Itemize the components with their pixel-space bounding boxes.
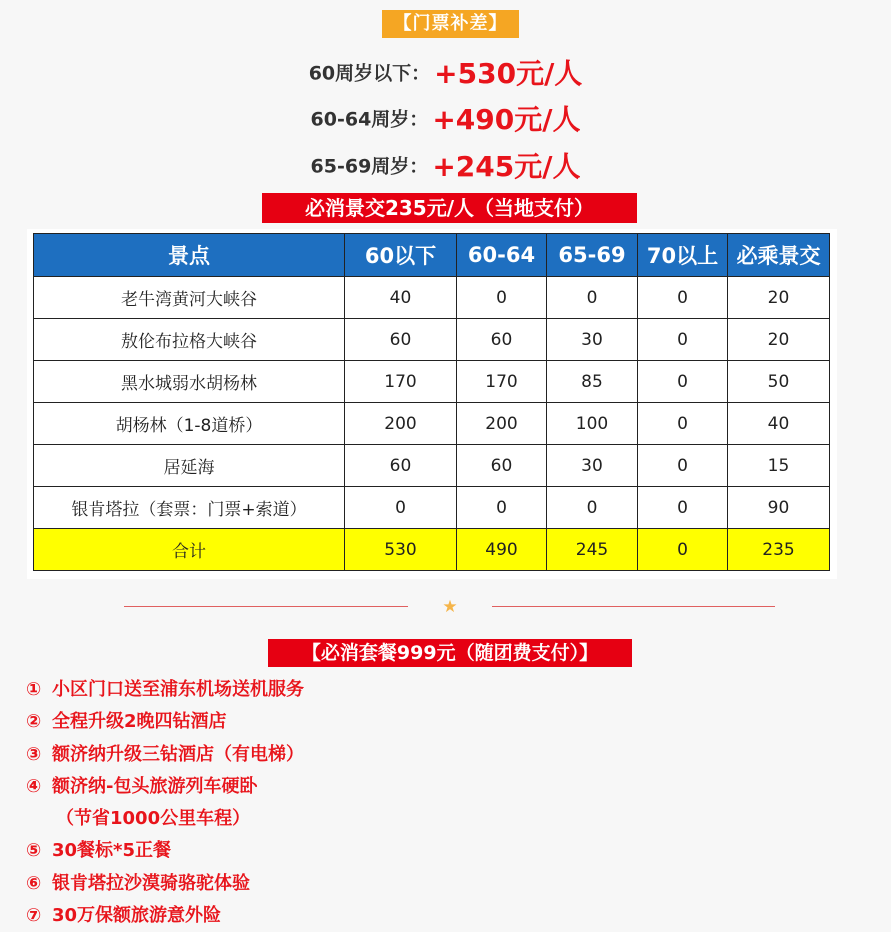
header-70-plus: 70以上 — [638, 234, 728, 277]
cell-value: 0 — [547, 487, 638, 529]
item-text: 小区门口送至浦东机场送机服务 — [52, 679, 304, 700]
package-banner: 【必消套餐999元（随团费支付）】 — [268, 639, 632, 667]
cell-spot: 居延海 — [34, 445, 345, 487]
list-item — [26, 900, 304, 932]
price-age-label: 60周岁以下： — [308, 62, 431, 85]
cell-value: 0 — [547, 277, 638, 319]
cell-value: 170 — [345, 361, 457, 403]
cell-value: 60 — [345, 319, 457, 361]
header-scenic-spot: 景点 — [34, 234, 345, 277]
fee-table-container — [27, 229, 837, 579]
list-item — [26, 771, 304, 803]
price-row-60-64 — [0, 98, 891, 136]
cell-value: 15 — [728, 445, 830, 487]
divider-line-left — [124, 606, 408, 607]
cell-value: 30 — [547, 445, 638, 487]
item-number: ⑥ — [26, 872, 42, 894]
cell-value: 40 — [345, 277, 457, 319]
item-text: 额济纳-包头旅游列车硬卧 — [52, 775, 258, 797]
cell-value: 0 — [638, 487, 728, 529]
cell-value: 40 — [728, 403, 830, 445]
cell-spot: 老牛湾黄河大峡谷 — [34, 277, 345, 319]
divider-line-right — [492, 606, 775, 607]
header-under-60: 60以下 — [345, 234, 457, 277]
price-amount: +490元/人 — [432, 103, 581, 136]
cell-value: 0 — [638, 361, 728, 403]
list-item — [26, 706, 304, 738]
price-age-label: 60-64周岁： — [310, 108, 429, 131]
cell-value: 200 — [345, 403, 457, 445]
item-number: ⑤ — [26, 840, 42, 862]
cell-value: 170 — [457, 361, 547, 403]
fee-table — [33, 233, 830, 571]
cell-value: 0 — [457, 487, 547, 529]
cell-value: 0 — [638, 403, 728, 445]
package-list — [26, 674, 304, 932]
cell-total-value: 235 — [728, 529, 830, 571]
item-number: ③ — [26, 743, 42, 765]
price-row-65-69 — [0, 145, 891, 183]
cell-value: 90 — [728, 487, 830, 529]
header-65-69: 65-69 — [547, 234, 638, 277]
ticket-supplement-header: 【门票补差】 — [382, 10, 519, 38]
cell-value: 200 — [457, 403, 547, 445]
table-total-row — [34, 529, 830, 571]
item-number: ① — [26, 679, 42, 700]
cell-value: 30 — [547, 319, 638, 361]
cell-total-value: 490 — [457, 529, 547, 571]
table-row — [34, 319, 830, 361]
list-item — [26, 739, 304, 771]
item-text: 30万保额旅游意外险 — [52, 905, 222, 927]
cell-value: 85 — [547, 361, 638, 403]
cell-spot: 银肯塔拉（套票：门票+索道） — [34, 487, 345, 529]
item-text: 银肯塔拉沙漠骑骆驼体验 — [52, 872, 250, 894]
table-row — [34, 403, 830, 445]
cell-spot: 黑水城弱水胡杨林 — [34, 361, 345, 403]
item-number: ② — [26, 711, 42, 733]
item-text: 全程升级2晚四钻酒店 — [52, 711, 227, 733]
cell-total-value: 530 — [345, 529, 457, 571]
price-amount: +245元/人 — [432, 150, 581, 183]
header-60-64: 60-64 — [457, 234, 547, 277]
transport-fee-banner: 必消景交235元/人（当地支付） — [262, 193, 637, 223]
table-row — [34, 487, 830, 529]
list-item — [26, 868, 304, 900]
header-transport: 必乘景交 — [728, 234, 830, 277]
cell-total-value: 245 — [547, 529, 638, 571]
price-age-label: 65-69周岁： — [310, 155, 429, 178]
cell-value: 20 — [728, 277, 830, 319]
cell-value: 0 — [457, 277, 547, 319]
table-row — [34, 445, 830, 487]
cell-value: 50 — [728, 361, 830, 403]
item-number: ④ — [26, 775, 42, 797]
list-item — [26, 835, 304, 867]
list-item — [26, 674, 304, 706]
cell-total-label: 合计 — [34, 529, 345, 571]
cell-value: 20 — [728, 319, 830, 361]
cell-value: 100 — [547, 403, 638, 445]
price-amount: +530元/人 — [434, 57, 583, 90]
item-number: ⑦ — [26, 905, 42, 927]
cell-spot: 敖伦布拉格大峡谷 — [34, 319, 345, 361]
cell-value: 0 — [638, 445, 728, 487]
cell-value: 60 — [457, 319, 547, 361]
cell-value: 60 — [345, 445, 457, 487]
cell-value: 0 — [638, 277, 728, 319]
cell-value: 0 — [638, 319, 728, 361]
table-row — [34, 277, 830, 319]
cell-total-value: 0 — [638, 529, 728, 571]
cell-value: 60 — [457, 445, 547, 487]
item-text: （节省1000公里车程） — [56, 808, 251, 830]
table-header-row — [34, 234, 830, 277]
price-row-under-60 — [0, 52, 891, 90]
table-row — [34, 361, 830, 403]
cell-spot: 胡杨林（1-8道桥） — [34, 403, 345, 445]
item-text: 30餐标*5正餐 — [52, 840, 171, 862]
cell-value: 0 — [345, 487, 457, 529]
star-icon: ★ — [442, 597, 458, 617]
item-text: 额济纳升级三钻酒店（有电梯） — [52, 743, 304, 765]
list-item-continuation — [26, 803, 304, 835]
